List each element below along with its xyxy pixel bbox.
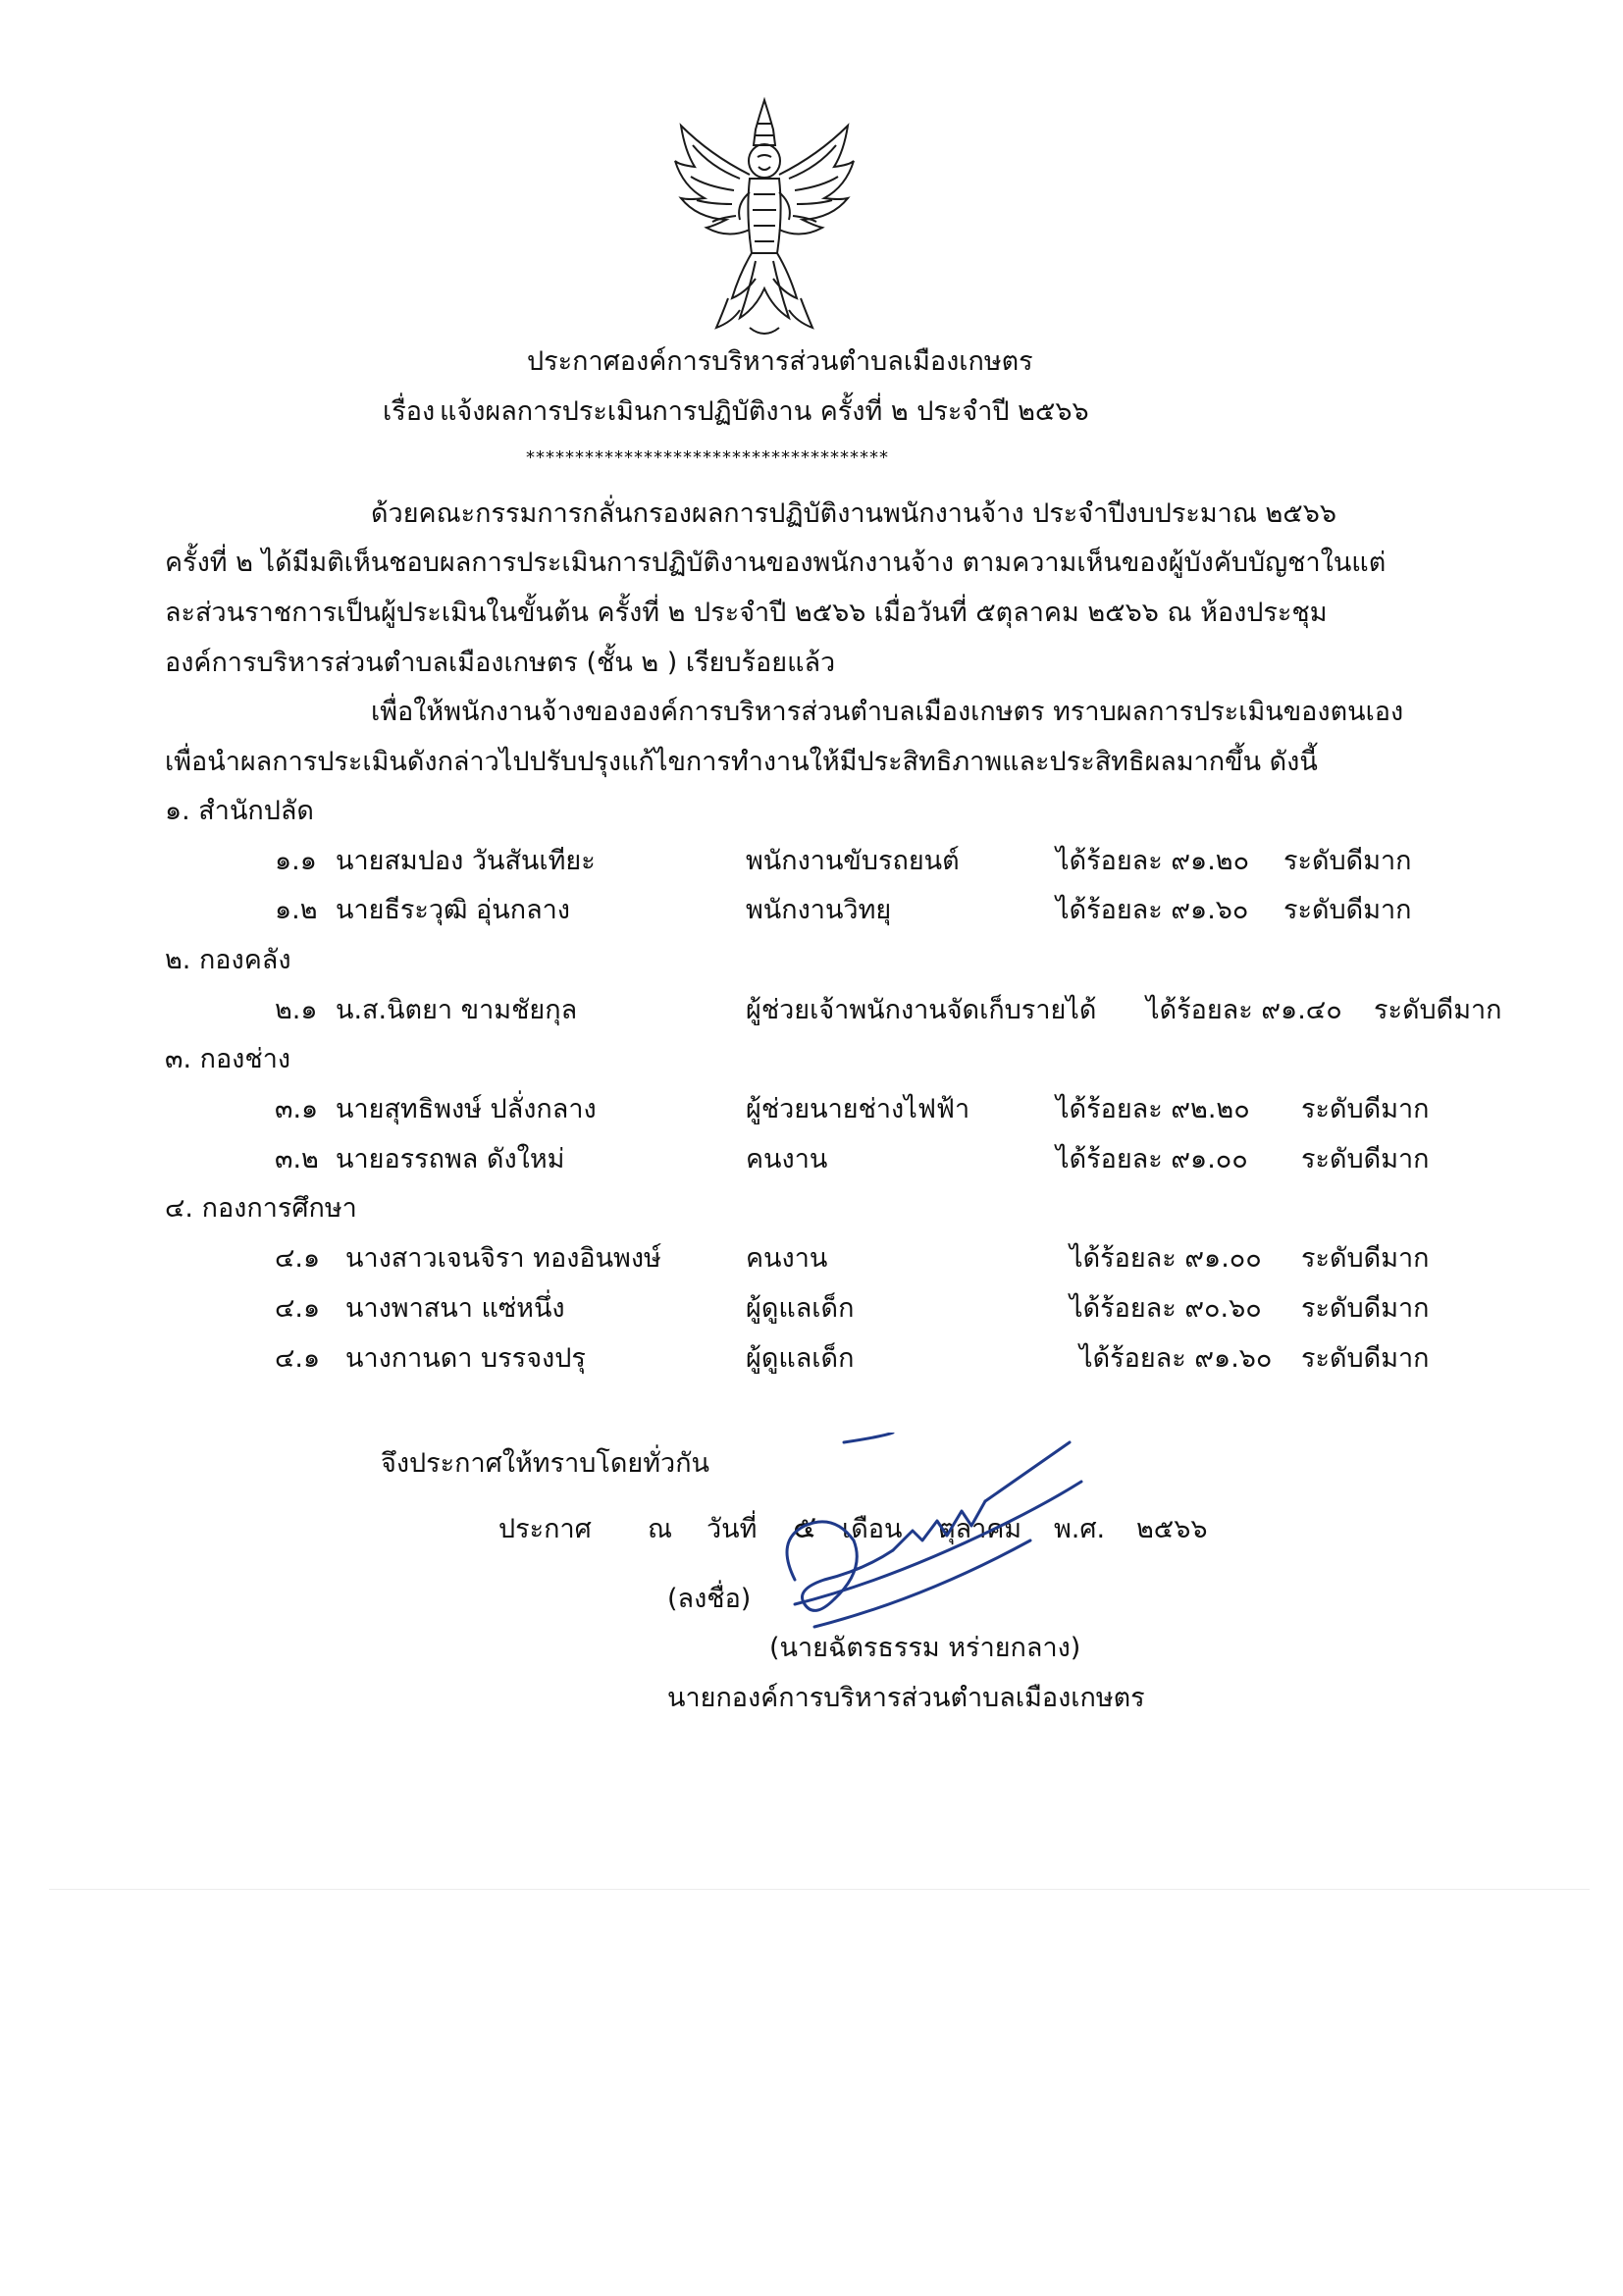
section-heading: ๒. กองคลัง <box>165 945 291 975</box>
row-number: ๔.๑ <box>275 1243 321 1274</box>
section-heading: ๔. กองการศึกษา <box>165 1193 357 1224</box>
employee-name: นางกานดา บรรจงปรุ <box>345 1343 586 1374</box>
employee-position: คนงาน <box>746 1144 828 1174</box>
page-divider <box>49 1889 1590 1890</box>
score: ได้ร้อยละ ๙๑.๖๐ <box>1056 895 1249 925</box>
score: ได้ร้อยละ ๙๑.๖๐ <box>1079 1343 1273 1374</box>
employee-name: นายสุทธิพงษ์ ปลั่งกลาง <box>336 1094 597 1124</box>
employee-name: นายอรรถพล ดังใหม่ <box>336 1144 565 1174</box>
at-label: ณ <box>648 1514 673 1544</box>
era-label: พ.ศ. <box>1054 1514 1106 1544</box>
paragraph-line: เพื่อให้พนักงานจ้างขององค์การบริหารส่วนตำบลเมืองเกษตร ทราบผลการประเมินของตนเอง <box>371 697 1404 727</box>
section-heading: ๑. สำนักปลัด <box>165 796 314 826</box>
rating-level: ระดับดีมาก <box>1301 1343 1430 1374</box>
month-value: ตุลาคม <box>938 1514 1022 1544</box>
closing-announcement: จึงประกาศให้ทราบโดยทั่วกัน <box>381 1448 709 1479</box>
signer-position: นายกองค์การบริหารส่วนตำบลเมืองเกษตร <box>667 1683 1145 1713</box>
paragraph-line: องค์การบริหารส่วนตำบลเมืองเกษตร (ชั้น ๒ ) เรียบร้อยแล้ว <box>165 648 836 678</box>
rating-level: ระดับดีมาก <box>1283 846 1412 876</box>
row-number: ๓.๑ <box>275 1094 319 1124</box>
day-label: วันที่ <box>707 1514 758 1544</box>
employee-position: ผู้ช่วยเจ้าพนักงานจัดเก็บรายได้ <box>746 995 1097 1025</box>
section-heading: ๓. กองช่าง <box>165 1044 291 1074</box>
score: ได้ร้อยละ ๙๑.๒๐ <box>1056 846 1250 876</box>
signer-name: (นายฉัตรธรรม หร่ายกลาง) <box>769 1633 1081 1663</box>
signed-label: (ลงชื่อ) <box>667 1584 752 1614</box>
score: ได้ร้อยละ ๙๑.๐๐ <box>1056 1144 1248 1174</box>
score: ได้ร้อยละ ๙๑.๐๐ <box>1070 1243 1262 1274</box>
row-number: ๔.๑ <box>275 1293 321 1324</box>
row-number: ๒.๑ <box>275 995 318 1025</box>
month-label: เดือน <box>842 1514 903 1544</box>
employee-position: คนงาน <box>746 1243 828 1274</box>
separator-stars: ************************************* <box>526 447 889 468</box>
rating-level: ระดับดีมาก <box>1301 1094 1430 1124</box>
employee-name: นายสมปอง วันสันเทียะ <box>336 846 596 876</box>
employee-name: น.ส.นิตยา ขามชัยกุล <box>336 995 578 1025</box>
paragraph-line: ละส่วนราชการเป็นผู้ประเมินในขั้นต้น ครั้งที่ ๒ ประจำปี ๒๕๖๖ เมื่อวันที่ ๕ตุลาคม ๒๕๖๖ ณ ห้องประชุม <box>165 598 1328 628</box>
employee-position: ผู้ดูแลเด็ก <box>746 1293 855 1324</box>
employee-name: นางสาวเจนจิรา ทองอินพงษ์ <box>345 1243 661 1274</box>
score: ได้ร้อยละ ๙๐.๖๐ <box>1070 1293 1262 1324</box>
employee-position: ผู้ช่วยนายช่างไฟฟ้า <box>746 1094 970 1124</box>
year-value: ๒๕๖๖ <box>1136 1514 1208 1544</box>
rating-level: ระดับดีมาก <box>1301 1293 1430 1324</box>
paragraph-line: เพื่อนำผลการประเมินดังกล่าวไปปรับปรุงแก้ไขการทำงานให้มีประสิทธิภาพและประสิทธิผลมากขึ้น ดังนี้ <box>165 747 1318 777</box>
subject-label: เรื่อง <box>383 396 436 427</box>
rating-level: ระดับดีมาก <box>1283 895 1412 925</box>
employee-position: พนักงานวิทยุ <box>746 895 892 925</box>
score: ได้ร้อยละ ๙๒.๒๐ <box>1056 1094 1250 1124</box>
garuda-emblem-icon <box>671 96 858 341</box>
paragraph-line: ครั้งที่ ๒ ได้มีมติเห็นชอบผลการประเมินการปฏิบัติงานของพนักงานจ้าง ตามความเห็นของผู้บังคับบัญชาในแต่ <box>165 548 1387 578</box>
day-value: ๕ <box>793 1508 817 1545</box>
rating-level: ระดับดีมาก <box>1301 1144 1430 1174</box>
document-title: ประกาศองค์การบริหารส่วนตำบลเมืองเกษตร <box>527 346 1033 377</box>
handwritten-signature-icon <box>775 1433 1099 1658</box>
row-number: ๑.๒ <box>275 895 318 925</box>
row-number: ๑.๑ <box>275 846 317 876</box>
employee-name: นางพาสนา แซ่หนึ่ง <box>345 1293 565 1324</box>
rating-level: ระดับดีมาก <box>1374 995 1502 1025</box>
row-number: ๔.๑ <box>275 1343 321 1374</box>
rating-level: ระดับดีมาก <box>1301 1243 1430 1274</box>
employee-position: พนักงานขับรถยนต์ <box>746 846 960 876</box>
paragraph-line: ด้วยคณะกรรมการกลั่นกรองผลการปฏิบัติงานพนักงานจ้าง ประจำปีงบประมาณ ๒๕๖๖ <box>371 498 1336 529</box>
employee-name: นายธีระวุฒิ อุ่นกลาง <box>336 895 570 925</box>
announced-label: ประกาศ <box>498 1514 592 1544</box>
row-number: ๓.๒ <box>275 1144 319 1174</box>
score: ได้ร้อยละ ๙๑.๔๐ <box>1146 995 1342 1025</box>
employee-position: ผู้ดูแลเด็ก <box>746 1343 855 1374</box>
subject-text: แจ้งผลการประเมินการปฏิบัติงาน ครั้งที่ ๒ ประจำปี ๒๕๖๖ <box>440 396 1089 427</box>
